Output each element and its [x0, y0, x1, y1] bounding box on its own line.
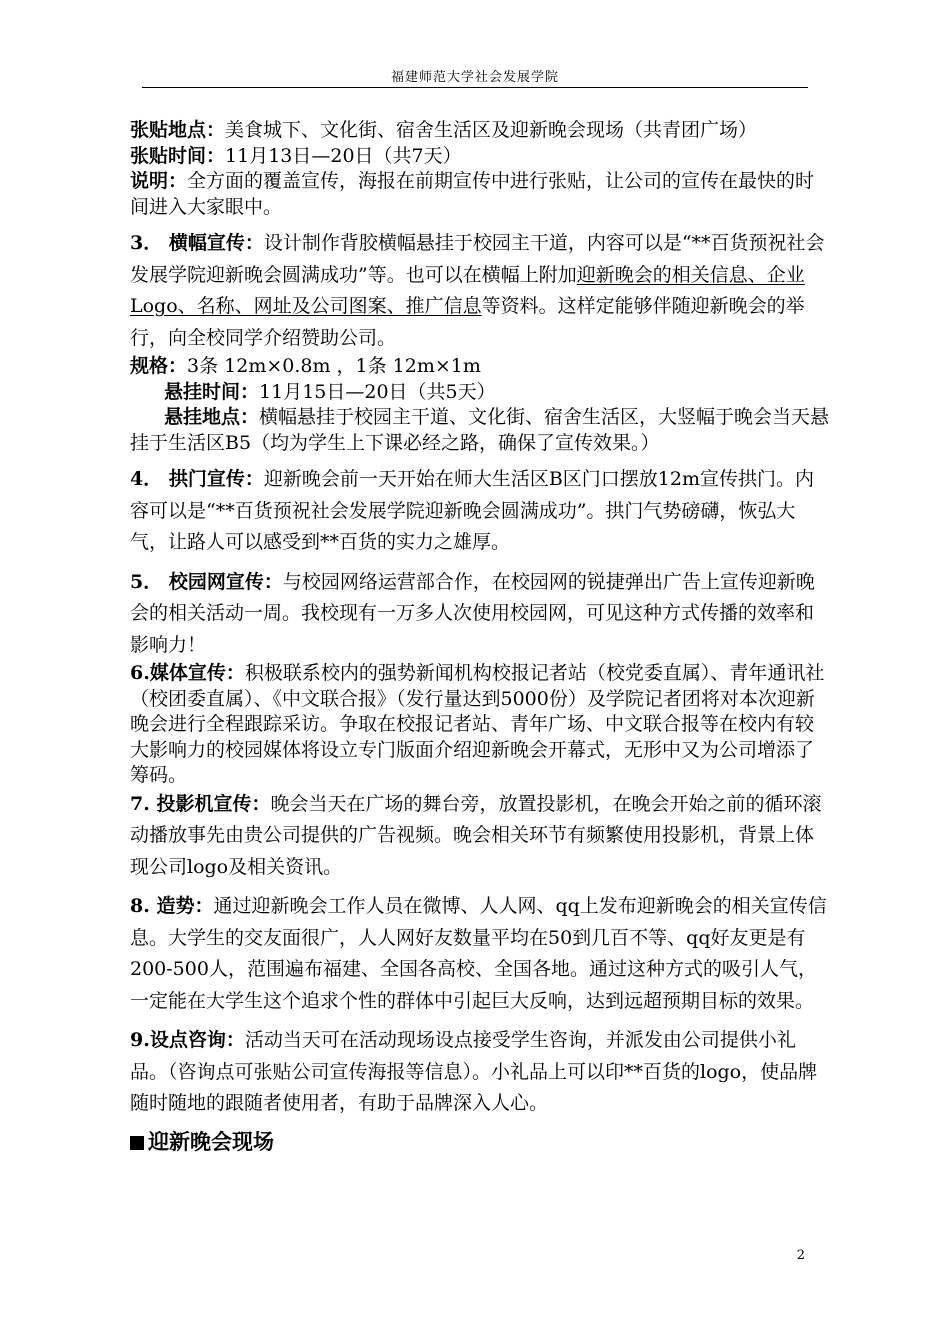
consult-label: 9.设点咨询： [130, 1029, 245, 1051]
poster-note-text: 全方面的覆盖宣传，海报在前期宣传中进行张贴，让公司的宣传在最快的时间进入大家眼中。 [130, 170, 815, 218]
poster-note-label: 说明： [130, 170, 188, 192]
projector-paragraph [130, 789, 830, 884]
momentum-label: 8. 造势： [130, 895, 214, 917]
banner-hang-time-label: 悬挂时间： [164, 380, 260, 403]
banner-hang-time-paragraph [130, 380, 830, 406]
banner-text-a: 设计制作背胶横幅悬挂于校园主干道，内容可以是“**百货预祝社会发展学院迎新晚会圆满成功”等。也可以在横幅上附加 [130, 232, 825, 286]
banner-hang-place-paragraph [130, 405, 830, 456]
page-header-title: 福建师范大学社会发展学院 [390, 70, 559, 85]
section-heading [130, 1128, 830, 1156]
media-text: 积极联系校内的强势新闻机构校报记者站（校党委直属）、青年通讯社（校团委直属）、《中文联合报》（发行量达到5000份）及学院记者团将对本次迎新晚会进行全程跟踪采访。争取在校报记者站、青年广场、中文联合报等在校内有较大影响力的校园媒体将设立专门版面介绍迎新晚会开幕式，无形中又为公司增添了筹码。 [130, 662, 825, 786]
projector-text: 晚会当天在广场的舞台旁，放置投影机，在晚会开始之前的循环滚动播放事先由贵公司提供的广告视频。晚会相关环节有频繁使用投影机，背景上体现公司logo及相关资讯。 [130, 792, 822, 878]
document-body [130, 118, 830, 1156]
banner-spec-paragraph [130, 354, 830, 380]
arch-label: 4． 拱门宣传： [130, 468, 264, 490]
consult-text: 活动当天可在活动现场设点接受学生咨询，并派发由公司提供小礼品。（咨询点可张贴公司宣传海报等信息）。小礼品上可以印**百货的logo，使品牌随时随地的跟随者使用者，有助于品牌深入人心。 [130, 1029, 818, 1114]
poster-location-text: 美食城下、文化街、宿舍生活区及迎新晚会现场（共青团广场） [225, 119, 758, 141]
campus-net-label: 5． 校园网宣传： [130, 570, 283, 593]
banner-hang-time-text: 11月15日—20日（共5天） [259, 380, 496, 403]
banner-spec-label: 规格： [130, 355, 188, 377]
square-bullet-icon [130, 1136, 144, 1150]
poster-location-label: 张贴地点： [130, 119, 226, 141]
momentum-text: 通过迎新晚会工作人员在微博、人人网、qq上发布迎新晚会的相关宣传信息。大学生的交友面很广，人人网好友数量平均在50到几百不等、qq好友更是有200-500人，范围遍布福建、全国各高校、全国各地。通过这种方式的吸引人气，一定能在大学生这个追求个性的群体中引起巨大反响，达到远超预期目标的效果。 [130, 895, 827, 1012]
page-number: 2 [796, 1248, 805, 1263]
poster-location-paragraph [130, 118, 830, 144]
banner-label: 3． 横幅宣传： [130, 232, 264, 254]
banner-spec-text: 3条 12m×0.8m ，1条 12m×1m [187, 355, 481, 377]
momentum-paragraph [130, 891, 830, 1017]
banner-underlined-text: 迎新晚会的相关信息、企业Logo、名称、网址及公司图案、推广信息 [130, 263, 805, 317]
poster-time-text: 11月13日—20日（共7天） [225, 144, 462, 167]
campus-net-text: 与校园网络运营部合作，在校园网的锐捷弹出广告上宣传迎新晚会的相关活动一周。我校现有一万多人次使用校园网，可见这种方式传播的效率和影响力！ [130, 570, 815, 656]
banner-paragraph [130, 228, 830, 354]
poster-time-paragraph [130, 144, 830, 170]
banner-text-b: 等资料。这样定能够伴随迎新晚会的举行，向全校同学介绍赞助公司。 [130, 295, 805, 349]
media-label: 6.媒体宣传： [130, 662, 245, 684]
projector-label: 7. 投影机宣传： [130, 792, 271, 815]
section-heading-text: 迎新晚会现场 [148, 1128, 274, 1154]
consult-paragraph [130, 1025, 830, 1120]
arch-text: 迎新晚会前一天开始在师大生活区B区门口摆放12m宣传拱门。内容可以是“**百货预祝社会发展学院迎新晚会圆满成功”。拱门气势磅礴，恢弘大气，让路人可以感受到**百货的实力之雄厚。 [130, 468, 815, 553]
header-divider [142, 87, 808, 88]
media-paragraph [130, 661, 830, 789]
banner-hang-place-text: 横幅悬挂于校园主干道、文化街、宿舍生活区，大竖幅于晚会当天悬挂于生活区B5（均为学生上下课必经之路，确保了宣传效果。） [130, 406, 830, 454]
banner-hang-place-label: 悬挂地点： [164, 406, 260, 428]
campus-net-paragraph [130, 567, 830, 662]
poster-time-label: 张贴时间： [130, 144, 226, 167]
poster-note-paragraph [130, 169, 830, 220]
arch-paragraph [130, 464, 830, 559]
